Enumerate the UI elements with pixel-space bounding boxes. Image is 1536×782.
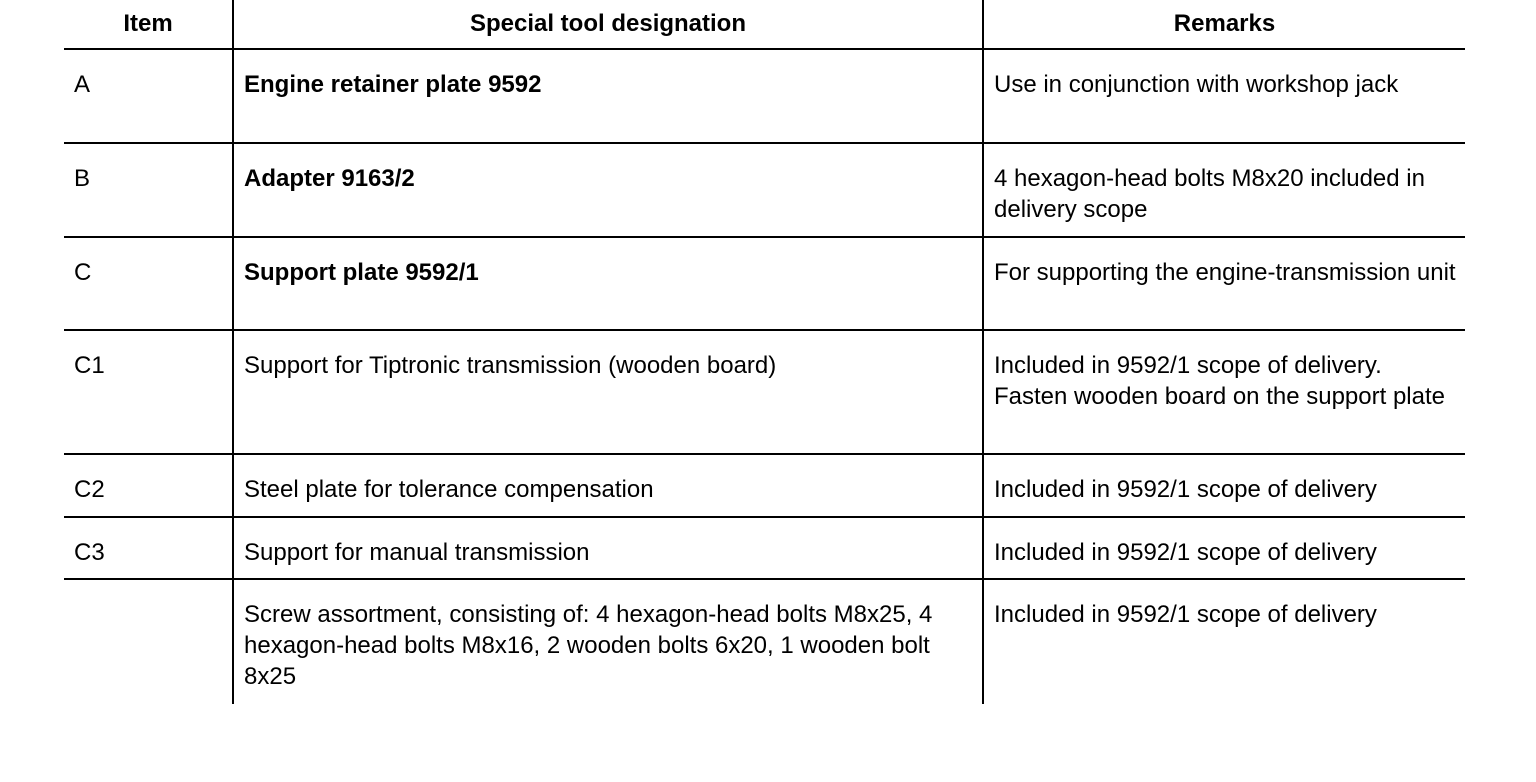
table-row (64, 518, 1465, 580)
table-row (64, 144, 1465, 238)
cell-remarks: Included in 9592/1 scope of delivery (982, 518, 1465, 578)
cell-remarks: Included in 9592/1 scope of delivery (982, 580, 1465, 704)
cell-designation: Support for Tiptronic transmission (wooden board) (232, 331, 982, 453)
cell-remarks: 4 hexagon-head bolts M8x20 included in delivery scope (982, 144, 1465, 236)
cell-item: C (74, 259, 92, 286)
header-remarks: Remarks (982, 0, 1465, 48)
header-item: Item (123, 10, 173, 37)
cell-designation: Steel plate for tolerance compensation (232, 455, 982, 516)
cell-remarks: Use in conjunction with workshop jack (982, 50, 1465, 142)
table-row (64, 455, 1465, 518)
special-tools-table (64, 0, 1465, 704)
cell-remarks: Included in 9592/1 scope of delivery (982, 455, 1465, 516)
cell-remarks: For supporting the engine-transmission unit (982, 238, 1465, 329)
cell-designation: Engine retainer plate 9592 (232, 50, 982, 142)
cell-item: C3 (74, 539, 105, 566)
cell-item: B (74, 165, 91, 192)
table-row (64, 238, 1465, 331)
cell-designation: Screw assortment, consisting of: 4 hexagon-head bolts M8x25, 4 hexagon-head bolts M8x16, 2 wooden bolts 6x20, 1 wooden bolt 8x25 (232, 580, 982, 704)
header-designation: Special tool designation (232, 0, 982, 48)
cell-item: C1 (74, 352, 105, 379)
cell-designation: Adapter 9163/2 (232, 144, 982, 236)
table-row (64, 580, 1465, 704)
cell-item (64, 580, 232, 704)
cell-designation: Support plate 9592/1 (232, 238, 982, 329)
table-row (64, 50, 1465, 144)
table-row (64, 331, 1465, 455)
cell-remarks: Included in 9592/1 scope of delivery. Fasten wooden board on the support plate (982, 331, 1465, 453)
cell-item: A (74, 71, 91, 98)
cell-designation: Support for manual transmission (232, 518, 982, 578)
cell-item: C2 (74, 476, 105, 503)
table-header (64, 0, 1465, 50)
